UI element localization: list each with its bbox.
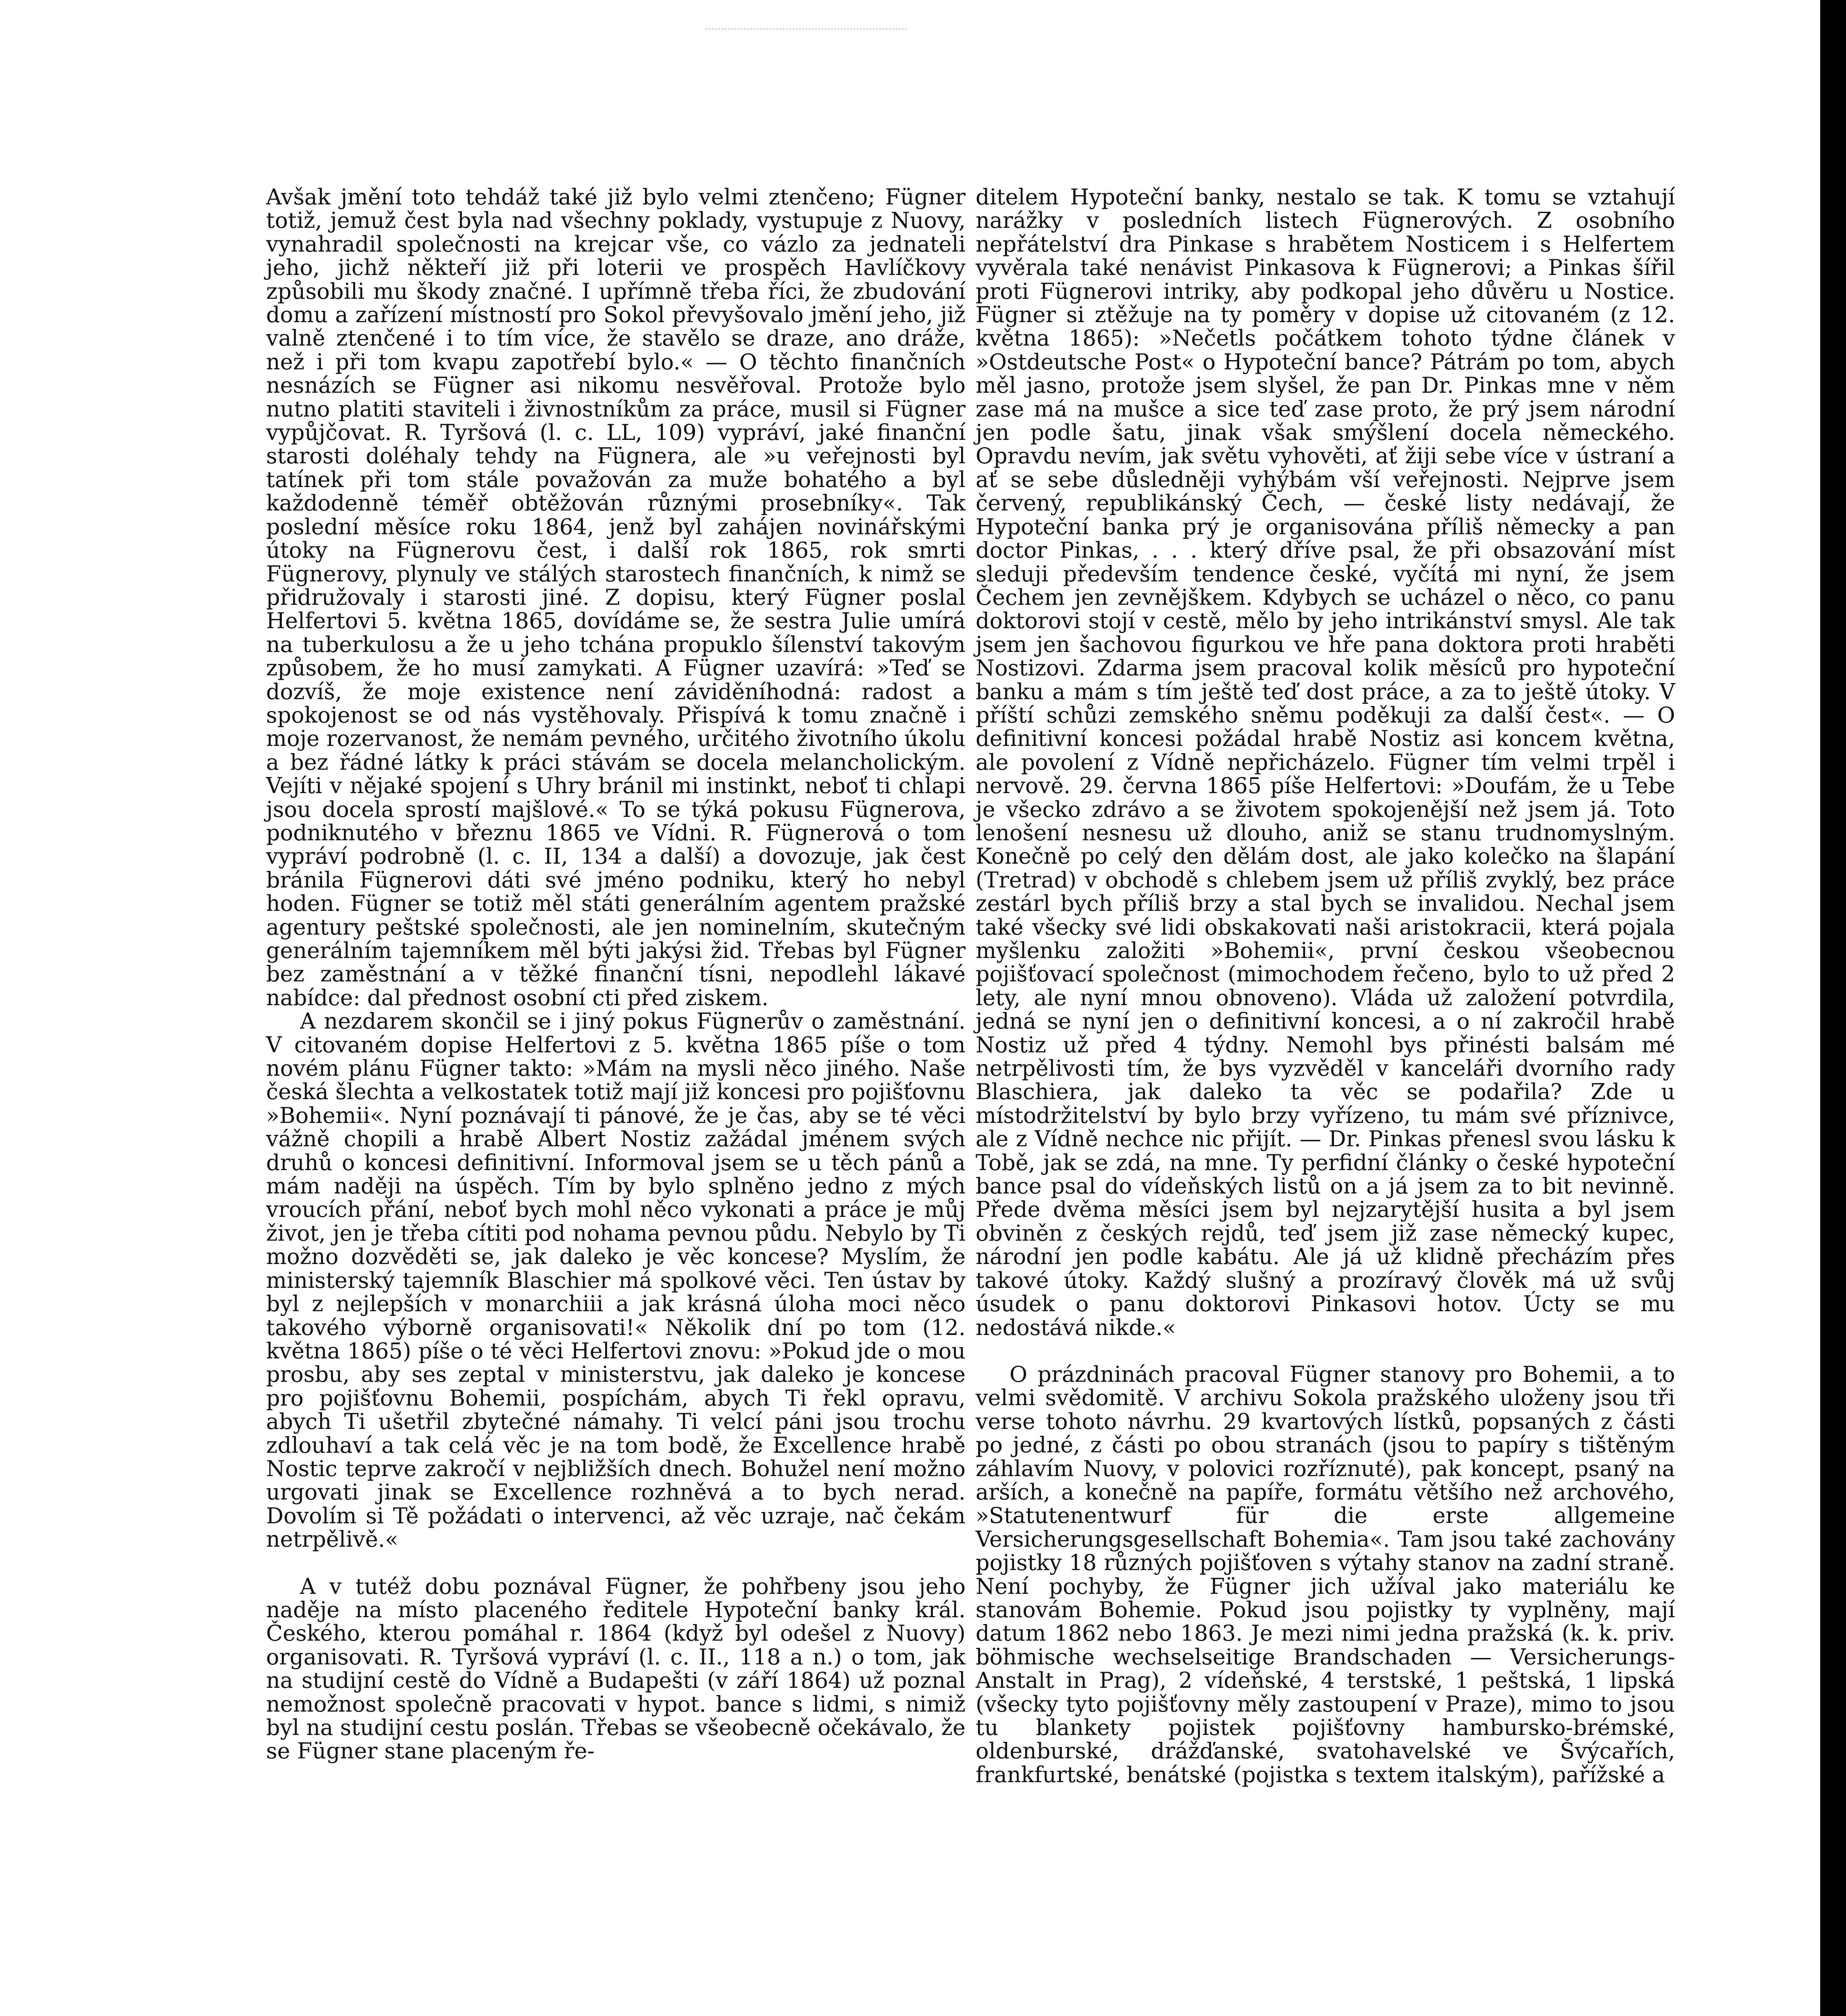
paragraph: A nezdarem skončil se i jiný pokus Fügnerův o zaměstnání. V citovaném dopise Helfertovi z 5. května 1865 píše o tom novém plánu Fügner takto: »Mám na mysli něco jiného. Naše česká šlechta a velkostatek totiž mají již koncesi pro pojišťovnu »Bohemii«. Nyní poznávají ti pánové, že je čas, aby se té věci vážně chopili a hrabě Albert Nostiz zažádal jménem svých druhů o koncesi definitivní. Informoval jsem se u těch pánů a mám naději na úspěch. Tím by bylo splněno jedno z mých vroucích přání, neboť bych mohl něco vykonati a práce je můj život, jen je třeba cítiti pod nohama pevnou půdu. Nebylo by Ti možno dozvěděti se, jak daleko je věc koncese? Myslím, že ministerský tajemník Blaschier má spolkové věci. Ten ústav by byl z nejlepších v monarchiii a jak krásná úloha moci něco takového výborně organisovati!« Několik dní po tom (12. května 1865) píše o té věci Helfertovi znovu: »Pokud jde o mou prosbu, aby ses zeptal v ministerstvu, jak daleko je koncese pro pojišťovnu Bohemii, pospíchám, abych Ti řekl opravu, abych Ti ušetřil zbytečné námahy. Ti velcí páni jsou trochu zdlouhaví a tak celá věc je na tom bodě, že Excellence hrabě Nostic teprve zakročí v nejbližších dnech. Bohužel není možno urgovati jinak se Excellence rozhněvá a to bych nerad. Dovolím si Tě požádati o intervenci, až věc uzraje, nač čekám netrpělivě.«	[266, 1008, 966, 1552]
paragraph: O prázdninách pracoval Fügner stanovy pro Bohemii, a to velmi svědomitě. V archivu Sokola pražského uloženy jsou tři verse tohoto návrhu. 29 kvartových lístků, popsaných z části po jedné, z části po obou stranách (jsou to papíry s tištěným záhlavím Nuovy, v polovici rozříznuté), pak koncept, psaný na arších, a konečně na papíře, formátu většího než archového, »Statutenentwurf für die erste allgemeine Versicherungsgesellschaft Bohemia«. Tam jsou také zachovány pojistky 18 různých pojišťoven s výtahy stanov na zadní straně. Není pochyby, že Fügner jich užíval jako materiálu ke stanovám Bohemie. Pokud jsou pojistky ty vyplněny, mají datum 1862 nebo 1863. Je mezi nimi jedna pražská (k. k. priv. böhmische wechselseitige Brandschaden — Versicherungs-Anstalt in Prag), 2 vídeňské, 4 terstské, 1 peštská, 1 lipská (všecky tyto pojišťovny měly zastoupení v Praze), mimo to jsou tu blankety pojistek pojišťovny hambursko-brémské, oldenburské, drážďanské, svatohavelské ve Švýcařích, frankfurtské, benátské (pojistka s textem italským), pařížské a	[976, 1361, 1675, 1787]
paragraph: ditelem Hypoteční banky, nestalo se tak. K tomu se vztahují narážky v posledních listech Fügnerových. Z osobního nepřátelství dra Pinkase s hrabětem Nosticem i s Helfertem vyvěrala také nenávist Pinkasova k Fügnerovi; a Pinkas šířil proti Fügnerovi intriky, aby podkopal jeho důvěru u Nostice. Fügner si ztěžuje na ty poměry v dopise už citovaném (z 12. května 1865): »Nečetls počátkem tohoto týdne článek v »Ostdeutsche Post« o Hypoteční bance? Pátrám po tom, abych měl jasno, protože jsem slyšel, že pan Dr. Pinkas mne v něm zase má na mušce a sice teď zase proto, že prý jsem národní jen podle šatu, jinak však smýšlení docela německého. Opravdu nevím, jak světu vyhověti, ať žiji sebe více v ústraní a ať se sebe důsledněji vyhýbám vší veřejnosti. Nejprve jsem červený, republikánský Čech, — české listy nedávají, že Hypoteční banka prý je organisována příliš německy a pan doctor Pinkas, . . . který dříve psal, že při obsazování míst sleduji především tendence české, vyčítá mi nyní, že jsem Čechem jen zevnějškem. Kdybych se ucházel o něco, co panu doktorovi stojí v cestě, mělo by jeho intrikánství smysl. Ale tak jsem jen šachovou figurkou ve hře pana doktora proti hraběti Nostizovi. Zdarma jsem pracoval kolik měsíců pro hypoteční banku a mám s tím ještě teď dost práce, a za to ještě útoky. V příští schůzi zemského sněmu poděkuji za další čest«. — O definitivní koncesi požádal hrabě Nostiz asi koncem května, ale povolení z Vídně nepřicházelo. Fügner tím velmi trpěl i nervově. 29. června 1865 píše Helfertovi: »Doufám, že u Tebe je všecko zdrávo a se životem spokojenější než jsem já. Toto lenošení nesnesu už dlouho, aniž se stanu trudnomyslným. Konečně po celý den dělám dost, ale jako kolečko na šlapání (Tretrad) v obchodě s chlebem jsem už příliš zvyklý, bez práce zestárl bych příliš brzy a stal bych se invalidou. Nechal jsem také všecky své lidi obskakovati naši aristokracii, která pojala myšlenku založiti »Bohemii«, první českou všeobecnou pojišťovací společnost (mimochodem řečeno, bylo to už před 2 lety, ale nyní mnou obnoveno). Vláda už založení potvrdila, jedná se nyní jen o definitivní koncesi, a o ní zakročil hrabě Nostiz už před 4 týdny. Nemohl bys přinésti balsám mé netrpělivosti tím, že bys vyzvěděl v kanceláři dvorního rady Blaschiera, jak daleko ta věc se podařila? Zde u místodržitelství by bylo brzy vyřízeno, tu mám své příznivce, ale z Vídně nechce nic přijít. — Dr. Pinkas přenesl svou lásku k Tobě, jak se zdá, na mne. Ty perfidní články o české hypoteční bance psal do vídeňských listů on a já jsem za to bit nevinně. Přede dvěma měsíci jsem byl nejzarytější husita a byl jsem obviněn z českých rejdů, teď jsem již zase německý kupec, národní jen podle kabátu. Ale já už klidně přecházím přes takové útoky. Každý slušný a prozíravý člověk má už svůj úsudek o panu doktorovi Pinkasovi hotov. Úcty se mu nedostává nikde.«	[976, 184, 1675, 1340]
paragraph: Avšak jmění toto tehdáž také již bylo velmi ztenčeno; Fügner totiž, jemuž čest byla nad všechny poklady, vystupuje z Nuovy, vynahradil společnosti na krejcar vše, co vázlo za jednateli jeho, jichž někteří již při loterii ve prospěch Havlíčkovy způsobili mu škody značné. I upřímně třeba říci, že zbudování domu a zařízení místností pro Sokol převyšovalo jmění jeho, již valně ztenčené i to tím více, že stavělo se draze, ano dráže, než i při tom kvapu zapotřebí bylo.« — O těchto finančních nesnázích se Fügner asi nikomu nesvěřoval. Protože bylo nutno platiti staviteli i živnostníkům za práce, musil si Fügner vypůjčovat. R. Tyršová (l. c. LL, 109) vypráví, jaké finanční starosti doléhaly tehdy na Fügnera, ale »u veřejnosti byl tatínek při tom stále považován za muže bohatého a byl každodenně téměř obtěžován různými prosebníky«. Tak poslední měsíce roku 1864, jenž byl zahájen novinářskými útoky na Fügnerovu čest, i další rok 1865, rok smrti Fügnerovy, plynuly ve stálých starostech finančních, k nimž se přidružovaly i starosti jiné. Z dopisu, který Fügner poslal Helfertovi 5. května 1865, dovídáme se, že sestra Julie umírá na tuberkulosu a že u jeho tchána propuklo šílenství takovým způsobem, že ho musí zamykati. A Fügner uzavírá: »Teď se dozvíš, že moje existence není záviděníhodná: radost a spokojenost se od nás vystěhovaly. Přispívá k tomu značně i moje rozervanost, že nemám pevného, určitého životního úkolu a bez řádné látky k práci stávám se docela melancholickým. Vejíti v nějaké spojení s Uhry bránil mi instinkt, neboť ti chlapi jsou docela sprostí majšlové.« To se týká pokusu Fügnerova, podniknutého v březnu 1865 ve Vídni. R. Fügnerová o tom vypráví podrobně (l. c. II, 134 a další) a dovozuje, jak čest bránila Fügnerovi dáti své jméno podniku, který ho nebyl hoden. Fügner se totiž měl státi generálním agentem pražské agentury peštské společnosti, ale jen nominelním, skutečným generálním tajemníkem měl býti jakýsi žid. Třebas byl Fügner bez zaměstnání a v těžké finanční tísni, nepodlehl lákavé nabídce: dal přednost osobní cti před ziskem.	[266, 184, 966, 1010]
scan-border-right	[1820, 0, 1846, 2016]
paragraph: A v tutéž dobu poznával Fügner, že pohřbeny jsou jeho naděje na místo placeného ředitele Hypoteční banky král. Českého, kterou pomáhal r. 1864 (když byl odešel z Nuovy) organisovati. R. Tyršová vypráví (l. c. II., 118 a n.) o tom, jak na studijní cestě do Vídně a Budapešti (v září 1864) už poznal nemožnost společně pracovati v hypot. bance s lidmi, s nimiž byl na studijní cestu poslán. Třebas se všeobecně očekávalo, že se Fügner stane placeným ře-	[266, 1573, 966, 1764]
scan-artifact	[706, 0, 907, 30]
left-column	[266, 185, 966, 1763]
right-column	[976, 185, 1675, 1787]
